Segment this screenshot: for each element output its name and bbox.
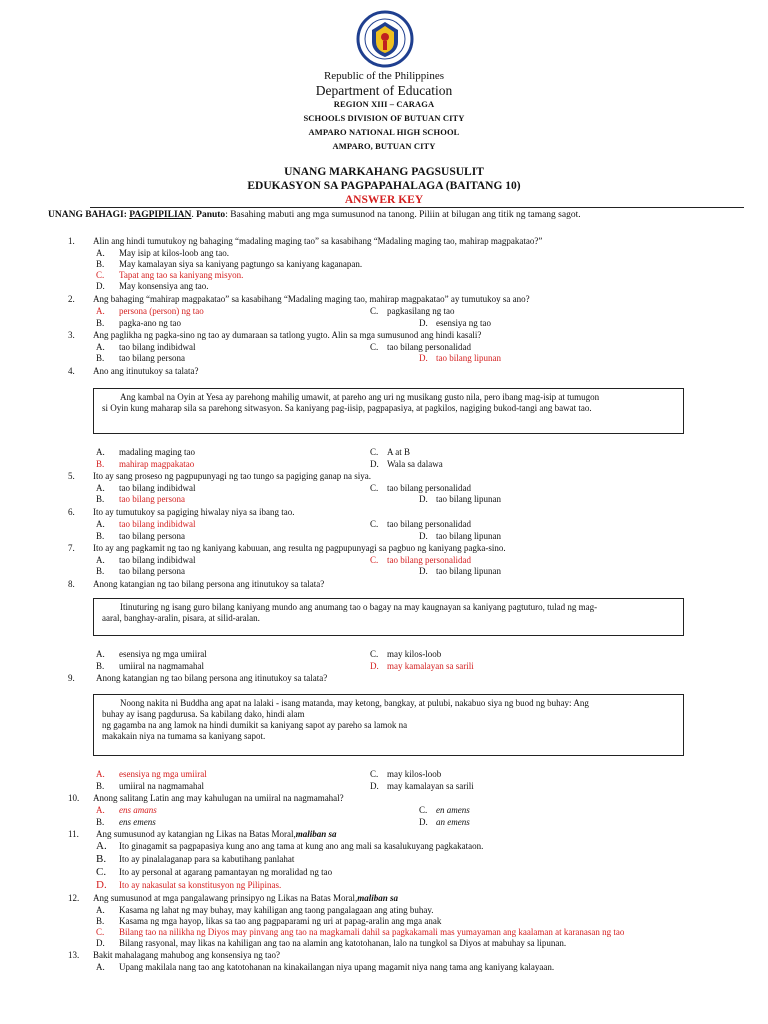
address-heading: AMPARO, BUTUAN CITY: [332, 141, 436, 151]
option-text: A at B: [387, 447, 411, 457]
question-number: 2.: [68, 294, 75, 304]
part-type: PAGPIPILIAN: [129, 210, 192, 220]
option-letter[interactable]: A.: [96, 447, 105, 457]
question-text: Ito ay ang pagkamit ng tao ng kaniyang kabuuan, ang resulta ng pagpupunyagi sa pagbuo ng kaniyang pagka-sino.: [93, 543, 506, 553]
option-text: tao bilang persona: [119, 566, 185, 576]
passage-line: si Oyin kung maharap sila sa parehong sitwasyon. Sa kaniyang pag-iisip, pagpapasiya, at pagkilos, nagiging bukod-tangi ang bawat tao.: [102, 403, 592, 413]
option-letter[interactable]: B.: [96, 318, 105, 328]
option-letter[interactable]: C.: [370, 342, 379, 352]
option-letter[interactable]: D.: [370, 661, 379, 671]
option-letter[interactable]: C.: [370, 769, 379, 779]
option-text: tao bilang personalidad: [387, 342, 471, 352]
option-text: Ito ay nakasulat sa konstitusyon ng Pilipinas.: [119, 880, 282, 890]
question-number: 11.: [68, 829, 79, 839]
question-text: Anong salitang Latin ang may kahulugan na umiiral na nagmamahal?: [93, 793, 344, 803]
option-letter[interactable]: C.: [370, 519, 379, 529]
option-letter[interactable]: A.: [96, 840, 107, 852]
option-letter[interactable]: B.: [96, 853, 107, 865]
republic-heading: Republic of the Philippines: [323, 70, 445, 82]
option-text: esensiya ng mga umiiral: [119, 649, 207, 659]
option-letter[interactable]: B.: [96, 566, 105, 576]
option-text: tao bilang indibidwal: [119, 342, 196, 352]
option-letter[interactable]: B.: [96, 781, 105, 791]
option-text: tao bilang lipunan: [436, 494, 501, 504]
option-text: may kilos-loob: [387, 769, 442, 779]
option-letter[interactable]: D.: [419, 494, 428, 504]
option-letter[interactable]: D.: [419, 318, 428, 328]
passage-line: aaral, banghay-aralin, pisara, at silid-aralan.: [102, 613, 260, 623]
question-number: 9.: [68, 673, 75, 683]
option-text: may kilos-loob: [387, 649, 442, 659]
question-text: Alin ang hindi tumutukoy ng bahaging “madaling maging tao” sa kasabihang “Madaling maging tao, mahirap magpakatao?”: [93, 236, 543, 246]
option-letter[interactable]: C.: [370, 306, 379, 316]
instructions: UNANG BAHAGI: PAGPIPILIAN. Panuto: Basahing mabuti ang mga sumusunod na tanong. Piliin at bilugan ang titik ng tamang sagot.: [48, 210, 581, 220]
option-text: Wala sa dalawa: [387, 459, 443, 469]
option-letter[interactable]: C.: [96, 866, 107, 878]
subject-title: EDUKASYON SA PAGPAPAHALAGA (BAITANG 10): [247, 180, 521, 192]
option-text: tao bilang personalidad: [387, 483, 471, 493]
question-number: 8.: [68, 579, 75, 589]
division-heading: SCHOOLS DIVISION OF BUTUAN CITY: [303, 113, 465, 123]
question-text: Ito ay tumutukoy sa pagiging hiwalay niya sa ibang tao.: [93, 507, 295, 517]
option-letter[interactable]: B.: [96, 817, 105, 827]
option-letter[interactable]: A.: [96, 306, 105, 316]
option-letter[interactable]: C.: [96, 270, 105, 280]
passage-box: [93, 694, 684, 756]
instructions-label: Panuto: [196, 210, 226, 220]
exam-title: UNANG MARKAHANG PAGSUSULIT: [284, 166, 484, 178]
passage-line: Itinuturing ng isang guro bilang kaniyang mundo ang anumang tao o bagay na may kaugnayan sa kaniyang pagtuturo, tulad ng mag-: [120, 602, 598, 612]
option-text: tao bilang lipunan: [436, 566, 501, 576]
question-number: 12.: [68, 893, 80, 903]
option-letter[interactable]: D.: [419, 817, 428, 827]
question-number: 6.: [68, 507, 75, 517]
passage-line: Noong nakita ni Buddha ang apat na lalaki - isang matanda, may ketong, bangkay, at pulubi, nakabuo siya ng buod ng buhay: Ang: [120, 698, 589, 708]
option-letter[interactable]: A.: [96, 805, 105, 815]
option-text-answer: mahirap magpakatao: [119, 459, 195, 469]
option-text: May isip at kilos-loob ang tao.: [119, 248, 229, 258]
question-text: Anong katangian ng tao bilang persona ang itinutukoy sa talata?: [96, 673, 328, 683]
region-heading: REGION XIII – CARAGA: [333, 99, 435, 109]
option-text: pagka-ano ng tao: [119, 318, 181, 328]
option-letter[interactable]: C.: [370, 649, 379, 659]
passage-line: ng gagamba na ang lamok na hindi dumikit sa kaniyang sapot ay pareho sa lamok na: [102, 720, 408, 730]
option-text: Ito ay pinalalaganap para sa kabutihang panlahat: [119, 854, 295, 864]
answer-key-title: ANSWER KEY: [344, 194, 424, 206]
question-text: Ang paglikha ng pagka-sino ng tao ay dumaraan sa tatlong yugto. Alin sa mga sumusunod ang hindi kasali?: [93, 330, 482, 340]
option-letter[interactable]: A.: [96, 769, 105, 779]
option-letter[interactable]: C.: [370, 447, 379, 457]
option-letter[interactable]: D.: [96, 938, 105, 948]
question-text: Ang sumusunod at mga pangalawang prinsipyo ng Likas na Batas Moral,: [93, 893, 358, 903]
option-text: tao bilang persona: [119, 353, 185, 363]
option-letter[interactable]: B.: [96, 661, 105, 671]
option-letter[interactable]: D.: [370, 459, 379, 469]
option-text: pagkasilang ng tao: [387, 306, 455, 316]
option-text: en amens: [436, 805, 470, 815]
option-letter[interactable]: A.: [96, 519, 105, 529]
passage-line: buhay ay isang pagdurusa. Sa kabilang dako, hindi alam: [102, 709, 305, 719]
option-text: Kasama ng mga hayop, likas sa tao ang pagpaparami ng uri at papag-aralin ang mga anak: [119, 916, 442, 926]
option-letter[interactable]: C.: [370, 555, 379, 565]
question-number: 10.: [68, 793, 80, 803]
option-letter[interactable]: B.: [96, 531, 105, 541]
option-letter[interactable]: A.: [96, 342, 105, 352]
option-letter[interactable]: B.: [96, 459, 105, 469]
option-letter[interactable]: A.: [96, 248, 105, 258]
option-text: Ito ginagamit sa pagpapasiya kung ano ang tama at kung ano ang mali sa kasalukuyang pagkakataon.: [119, 841, 484, 851]
option-text-answer: tao bilang personalidad: [387, 555, 471, 565]
option-text: Ito ay personal at agarang pamantayan ng moralidad ng tao: [119, 867, 333, 877]
deped-seal-icon: [352, 10, 418, 68]
school-heading: AMPARO NATIONAL HIGH SCHOOL: [308, 127, 460, 137]
option-text: tao bilang lipunan: [436, 531, 501, 541]
option-letter[interactable]: C.: [419, 805, 428, 815]
option-letter[interactable]: B.: [96, 259, 105, 269]
option-text: tao bilang indibidwal: [119, 555, 196, 565]
option-text: Bilang tao na nilikha ng Diyos may pinvang ang tao na magkamali dahil sa pagkakamali mas yumayaman ang kaalaman at karanasan ng tao: [119, 927, 625, 937]
option-text: Kasama ng lahat ng may buhay, may kahiligan ang taong pangalagaan ang ating buhay.: [119, 905, 434, 915]
question-text: Ito ay sang proseso ng pagpupunyagi ng tao tungo sa pagiging ganap na siya.: [93, 471, 371, 481]
question-text: Ano ang itinutukoy sa talata?: [93, 366, 199, 376]
option-text-answer: ens amans: [119, 805, 157, 815]
question-number: 13.: [68, 950, 80, 960]
option-text: May kamalayan siya sa kaniyang pagtungo sa kaniyang kaganapan.: [119, 259, 363, 269]
passage-line: Ang kambal na Oyin at Yesa ay parehong mahilig umawit, at pareho ang uri ng musikang gusto nila, pero ibang mag-isip at tumugon: [120, 392, 600, 402]
instructions-text: : Basahing mabuti ang mga sumusunod na tanong. Piliin at bilugan ang titik ng tamang sagot.: [225, 210, 581, 220]
question-number: 7.: [68, 543, 75, 553]
question-text: Anong katangian ng tao bilang persona ang itinutukoy sa talata?: [93, 579, 325, 589]
option-letter[interactable]: D.: [419, 566, 428, 576]
except-label: maliban sa: [295, 829, 337, 839]
option-text: an emens: [436, 817, 470, 827]
question-number: 1.: [68, 236, 75, 246]
option-text: Tapat ang tao sa kaniyang misyon.: [119, 270, 244, 280]
option-letter[interactable]: D.: [96, 281, 105, 291]
question-number: 5.: [68, 471, 75, 481]
part-label: UNANG BAHAGI:: [48, 210, 127, 220]
option-letter[interactable]: D.: [419, 531, 428, 541]
question-number: 3.: [68, 330, 75, 340]
option-text: Bilang rasyonal, may likas na kahiligan ang tao na alamin ang katotohanan, lalo na tungkol sa Diyos at mabuhay sa lipunan.: [119, 938, 567, 948]
option-text: tao bilang persona: [119, 531, 185, 541]
option-letter[interactable]: B.: [96, 494, 105, 504]
option-text-answer: tao bilang persona: [119, 494, 185, 504]
option-letter[interactable]: B.: [96, 353, 105, 363]
question-text: Bakit mahalagang mahubog ang konsensiya ng tao?: [93, 950, 280, 960]
option-text: umiiral na nagmamahal: [119, 781, 204, 791]
option-text: Upang makilala nang tao ang katotohanan na kinakailangan niya upang magamit niya nang tama ang kaniyang kalayaan.: [119, 962, 555, 972]
option-letter[interactable]: D.: [96, 879, 107, 891]
question-text: Ang bahaging “mahirap magpakatao” sa kasabihang “Madaling maging tao, mahirap magpakatao” ay tumutukoy sa ano?: [93, 294, 530, 304]
option-text: umiiral na nagmamahal: [119, 661, 204, 671]
option-text: tao bilang personalidad: [387, 519, 471, 529]
department-heading: Department of Education: [315, 83, 453, 98]
option-text: May konsensiya ang tao.: [119, 281, 209, 291]
option-letter[interactable]: A.: [96, 905, 105, 915]
option-letter[interactable]: B.: [96, 916, 105, 926]
option-text-answer: tao bilang lipunan: [436, 353, 501, 363]
option-text-answer: persona (person) ng tao: [119, 306, 204, 316]
option-letter[interactable]: A.: [96, 555, 105, 565]
option-letter[interactable]: D.: [419, 353, 428, 363]
option-text-answer: may kamalayan sa sarili: [387, 661, 474, 671]
divider: [90, 207, 744, 208]
option-text: madaling maging tao: [119, 447, 195, 457]
passage-box: [93, 388, 684, 434]
except-label: maliban sa: [357, 893, 398, 903]
option-letter[interactable]: A.: [96, 483, 105, 493]
option-text: ens emens: [119, 817, 156, 827]
option-text-answer: esensiya ng mga umiiral: [119, 769, 207, 779]
option-letter[interactable]: A.: [96, 649, 105, 659]
option-letter[interactable]: A.: [96, 962, 105, 972]
question-text: Ang sumusunod ay katangian ng Likas na Batas Moral,: [96, 829, 296, 839]
question-number: 4.: [68, 366, 75, 376]
option-text: may kamalayan sa sarili: [387, 781, 474, 791]
option-text-answer: tao bilang indibidwal: [119, 519, 196, 529]
option-text: esensiya ng tao: [436, 318, 491, 328]
option-letter[interactable]: D.: [370, 781, 379, 791]
option-letter[interactable]: C.: [370, 483, 379, 493]
passage-box: [93, 598, 684, 636]
option-text: tao bilang indibidwal: [119, 483, 196, 493]
option-letter[interactable]: C.: [96, 927, 105, 937]
passage-line: makakain niya na tumama sa kaniyang sapot.: [102, 731, 266, 741]
